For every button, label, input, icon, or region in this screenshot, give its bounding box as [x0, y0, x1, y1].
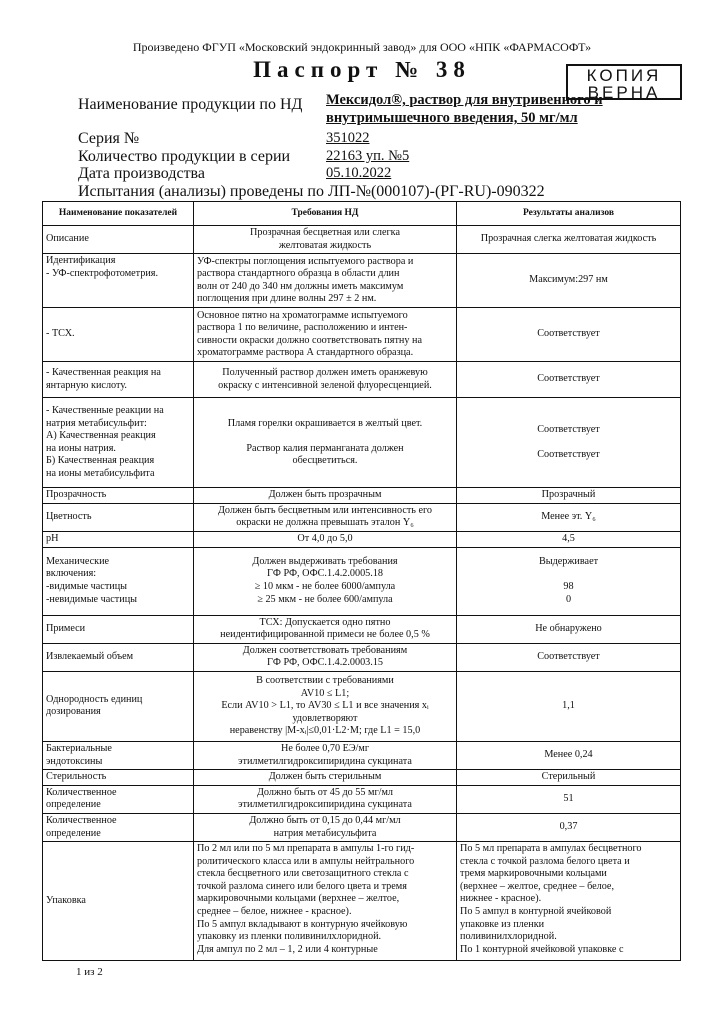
quantity-value: 22163 уп. №5 — [326, 148, 410, 164]
tests-performed-line: Испытания (анализы) проведены по ЛП-№(000107)-(РГ-RU)-090322 — [78, 183, 545, 200]
row-result: 4,5 — [457, 531, 681, 547]
row-name: Идентификация - УФ-спектрофотометрия. — [43, 254, 194, 308]
row-result: Соответствует — [457, 643, 681, 671]
header-requirements: Требования НД — [194, 202, 457, 226]
row-name: Механические включения: -видимые частицы -невидимые частицы — [43, 547, 194, 615]
row-requirement: Прозрачная бесцветная или слегка желтоватая жидкость — [194, 226, 457, 254]
row-name: Бактериальные эндотоксины — [43, 741, 194, 769]
row-requirement: ТСХ: Допускается одно пятно неидентифицированной примеси не более 0,5 % — [194, 615, 457, 643]
row-name: Цветность — [43, 503, 194, 531]
producer-line: Произведено ФГУП «Московский эндокринный завод» для ООО «НПК «ФАРМАСОФТ» — [132, 40, 592, 54]
row-result: Менее 0,24 — [457, 741, 681, 769]
table-header-row — [43, 202, 681, 226]
date-label: Дата производства — [78, 165, 205, 182]
table-row — [43, 842, 681, 961]
row-requirement: В соответствии с требованиями AV10 ≤ L1; Если AV10 > L1, то AV30 ≤ L1 и все значения xᵢ удовлетворяют неравенству |M-xᵢ|≤0,01·L2·M; где L1 = 15,0 — [194, 671, 457, 741]
header-results: Результаты анализов — [457, 202, 681, 226]
table-row — [43, 813, 681, 841]
row-name: - Качественные реакции на натрия метабисульфит: А) Качественная реакция на ионы натрия. Б) Качественная реакция на ионы метабисульфита — [43, 398, 194, 488]
row-name: Примеси — [43, 615, 194, 643]
row-requirement: Полученный раствор должен иметь оранжевую окраску с интенсивной зеленой флуоресценцией. — [194, 362, 457, 398]
row-requirement: Должен выдерживать требования ГФ РФ, ОФС.1.4.2.0005.18 ≥ 10 мкм - не более 6000/ампула ≥ 25 мкм - не более 600/ампула — [194, 547, 457, 615]
table-row — [43, 531, 681, 547]
row-requirement: Пламя горелки окрашивается в желтый цвет. Раствор калия перманганата должен обесцветиться. — [194, 398, 457, 488]
row-name: Описание — [43, 226, 194, 254]
stamp-line1: КОПИЯ — [586, 66, 662, 85]
row-name: Однородность единиц дозирования — [43, 671, 194, 741]
row-requirement: Должен быть бесцветным или интенсивность его окраски не должна превышать эталон Y₆ — [194, 503, 457, 531]
analysis-table — [42, 201, 681, 961]
row-result: Не обнаружено — [457, 615, 681, 643]
row-requirement: УФ-спектры поглощения испытуемого раствора и раствора стандартного образца в области длин волн от 240 до 340 нм должны иметь максимум поглощения при длине волны 297 ± 2 нм. — [194, 254, 457, 308]
row-name: Упаковка — [43, 842, 194, 961]
table-row — [43, 398, 681, 488]
table-row — [43, 254, 681, 308]
series-label: Серия № — [78, 130, 140, 147]
row-result: Соответствует — [457, 362, 681, 398]
date-value: 05.10.2022 — [326, 165, 392, 181]
table-row — [43, 226, 681, 254]
series-value: 351022 — [326, 130, 370, 146]
row-result: Соответствует Соответствует — [457, 398, 681, 488]
row-name: Прозрачность — [43, 488, 194, 504]
row-name: Количественное определение — [43, 813, 194, 841]
quantity-label: Количество продукции в серии — [78, 148, 291, 165]
row-requirement: По 2 мл или по 5 мл препарата в ампулы 1-го гид- ролитического класса или в ампулы нейтрального стекла бесцветного или светозащитного стекла с точкой разлома синего или белого цвета и тремя маркировочными кольцами (верхнее – желтое, среднее – белое, нижнее - красное). По 5 ампул вкладывают в контурную ячейковую упаковку из пленки поливинилхлоридной. Для ампул по 2 мл – 1, 2 или 4 контурные — [194, 842, 457, 961]
row-result: Прозрачная слегка желтоватая жидкость — [457, 226, 681, 254]
row-result: Соответствует — [457, 308, 681, 362]
row-requirement: Должно быть от 45 до 55 мг/мл этилметилгидроксипиридина сукцината — [194, 785, 457, 813]
row-result: Стерильный — [457, 770, 681, 786]
table-row — [43, 643, 681, 671]
row-result: 51 — [457, 785, 681, 813]
row-requirement: Должен соответствовать требованиям ГФ РФ, ОФС.1.4.2.0003.15 — [194, 643, 457, 671]
row-name: Извлекаемый объем — [43, 643, 194, 671]
row-result: 1,1 — [457, 671, 681, 741]
row-result: По 5 мл препарата в ампулах бесцветного стекла с точкой разлома белого цвета и тремя маркировочными кольцами (верхнее – желтое, среднее – белое, нижнее - красное). По 5 ампул в контурной ячейковой упаковке из пленки поливинилхлоридной. По 1 контурной ячейковой упаковке с — [457, 842, 681, 961]
row-name: Стерильность — [43, 770, 194, 786]
table-row — [43, 362, 681, 398]
passport-title: Паспорт № 38 — [253, 57, 471, 82]
row-result: Выдерживает 98 0 — [457, 547, 681, 615]
product-value-line1: Мексидол®, раствор для внутривенного и — [326, 92, 603, 108]
row-result: Максимум:297 нм — [457, 254, 681, 308]
page-number: 1 из 2 — [76, 966, 103, 978]
product-label: Наименование продукции по НД — [78, 96, 303, 113]
product-value-line2: внутримышечного введения, 50 мг/мл — [326, 110, 578, 126]
row-name: - Качественная реакция на янтарную кислоту. — [43, 362, 194, 398]
row-requirement: Не более 0,70 ЕЭ/мг этилметилгидроксипиридина сукцината — [194, 741, 457, 769]
row-result: Прозрачный — [457, 488, 681, 504]
row-requirement: От 4,0 до 5,0 — [194, 531, 457, 547]
row-name: pH — [43, 531, 194, 547]
table-row — [43, 615, 681, 643]
row-result: Менее эт. Y₆ — [457, 503, 681, 531]
row-requirement: Должно быть от 0,15 до 0,44 мг/мл натрия метабисульфита — [194, 813, 457, 841]
row-requirement: Должен быть прозрачным — [194, 488, 457, 504]
row-name: - ТСХ. — [43, 308, 194, 362]
row-requirement: Основное пятно на хроматограмме испытуемого раствора 1 по величине, расположению и интен- сивности окраски должно соответствовать пятну на хроматограмме раствора А стандартного образца. — [194, 308, 457, 362]
table-row — [43, 671, 681, 741]
row-result: 0,37 — [457, 813, 681, 841]
header-indicator: Наименование показателей — [43, 202, 194, 226]
row-requirement: Должен быть стерильным — [194, 770, 457, 786]
table-row — [43, 741, 681, 769]
stamp-line2: ВЕРНА — [587, 83, 661, 102]
row-name: Количественное определение — [43, 785, 194, 813]
table-row — [43, 503, 681, 531]
table-row — [43, 488, 681, 504]
table-row — [43, 785, 681, 813]
table-row — [43, 547, 681, 615]
table-row — [43, 770, 681, 786]
table-row — [43, 308, 681, 362]
